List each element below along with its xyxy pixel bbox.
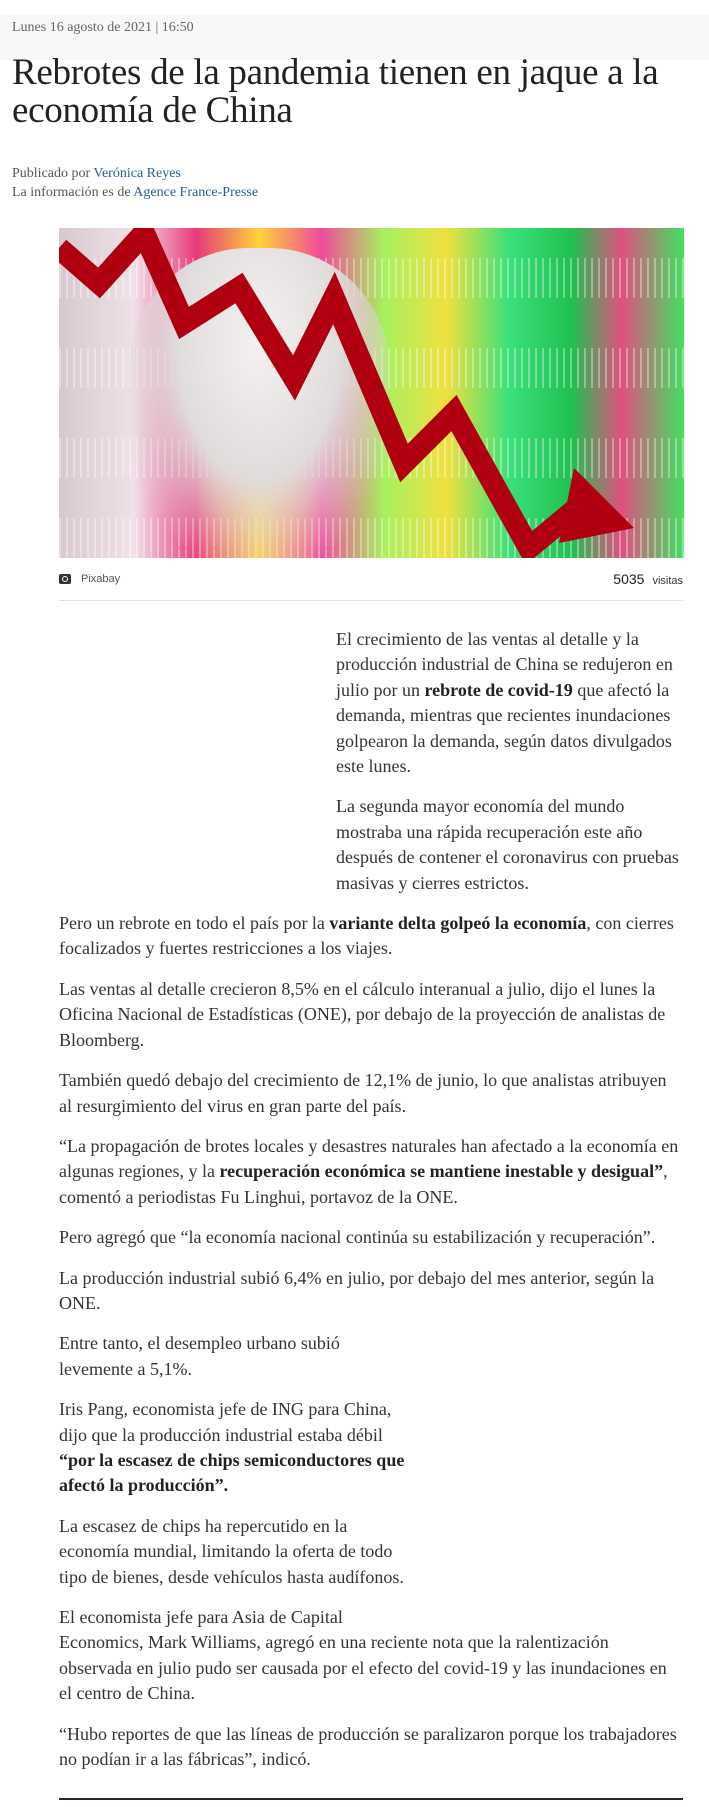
source-link[interactable]: Agence France-Presse <box>133 185 259 200</box>
falling-arrow-graphic <box>59 228 684 558</box>
views-label: visitas <box>652 575 683 587</box>
published-prefix: Publicado por <box>12 166 91 181</box>
views-count: 5035 <box>613 571 645 587</box>
byline <box>12 164 697 202</box>
article-body <box>59 601 683 1772</box>
paragraph: Iris Pang, economista jefe de ING para China, dijo que la producción industrial estaba débil “por la escasez de chips semiconductores que afectó la producción”. <box>59 1399 405 1496</box>
camera-icon <box>59 574 71 584</box>
article-end-divider <box>59 1798 683 1800</box>
article-figure <box>59 228 683 601</box>
paragraph: Pero agregó que “la economía nacional continúa su estabilización y recuperación”. <box>59 1227 656 1248</box>
paragraph: Las ventas al detalle crecieron 8,5% en el cálculo interanual a julio, dijo el lunes la Oficina Nacional de Estadísticas (ONE), por debajo de la proyección de analistas de Bloomberg. <box>59 978 666 1050</box>
paragraph: Pero un rebrote en todo el país por la variante delta golpeó la economía, con cierres focalizados y fuertes restricciones a los viajes. <box>59 913 674 959</box>
article-photo <box>59 228 684 558</box>
ad-space-right <box>413 1331 683 1611</box>
paragraph: La segunda mayor economía del mundo mostraba una rápida recuperación este año después de contener el coronavirus con pruebas masivas y cierres estrictos. <box>336 796 679 893</box>
author-link[interactable]: Verónica Reyes <box>93 166 181 181</box>
photo-caption <box>59 558 683 601</box>
paragraph: Entre tanto, el desempleo urbano subió levemente a 5,1%. <box>59 1333 340 1379</box>
ad-space-left <box>59 627 336 873</box>
paragraph: “Hubo reportes de que las líneas de producción se paralizaron porque los trabajadores no podían ir a las fábricas”, indicó. <box>59 1723 677 1770</box>
photo-credit: Pixabay <box>81 573 121 585</box>
view-counter <box>613 571 683 587</box>
paragraph: El economista jefe para Asia de Capital Economics, Mark Williams, agregó en una reciente nota que la ralentización observada en julio pudo ser causada por el efecto del covid-19 y las inundaciones en el centro de China. <box>59 1607 667 1704</box>
source-prefix: La información es de <box>12 185 131 200</box>
paragraph: La escasez de chips ha repercutido en la economía mundial, limitando la oferta de todo tipo de bienes, desde vehículos hasta audífonos. <box>59 1515 404 1587</box>
page-title: Rebrotes de la pandemia tienen en jaque a la economía de China <box>12 52 659 131</box>
paragraph: La producción industrial subió 6,4% en julio, por debajo del mes anterior, según la ONE. <box>59 1267 655 1313</box>
publish-date: Lunes 16 agosto de 2021 | 16:50 <box>12 20 194 35</box>
paragraph: También quedó debajo del crecimiento de 12,1% de junio, lo que analistas atribuyen al resurgimiento del virus en gran parte del país. <box>59 1070 667 1116</box>
paragraph: El crecimiento de las ventas al detalle y la producción industrial de China se redujeron en julio por un rebrote de covid-19 que afectó la demanda, mientras que recientes inundaciones golpearon la demanda, según datos divulgados este lunes. <box>336 629 673 777</box>
paragraph: “La propagación de brotes locales y desastres naturales han afectado a la economía en algunas regiones, y la recuperación económica se mantiene inestable y desigual”, comentó a periodistas Fu Linghui, portavoz de la ONE. <box>59 1135 679 1207</box>
